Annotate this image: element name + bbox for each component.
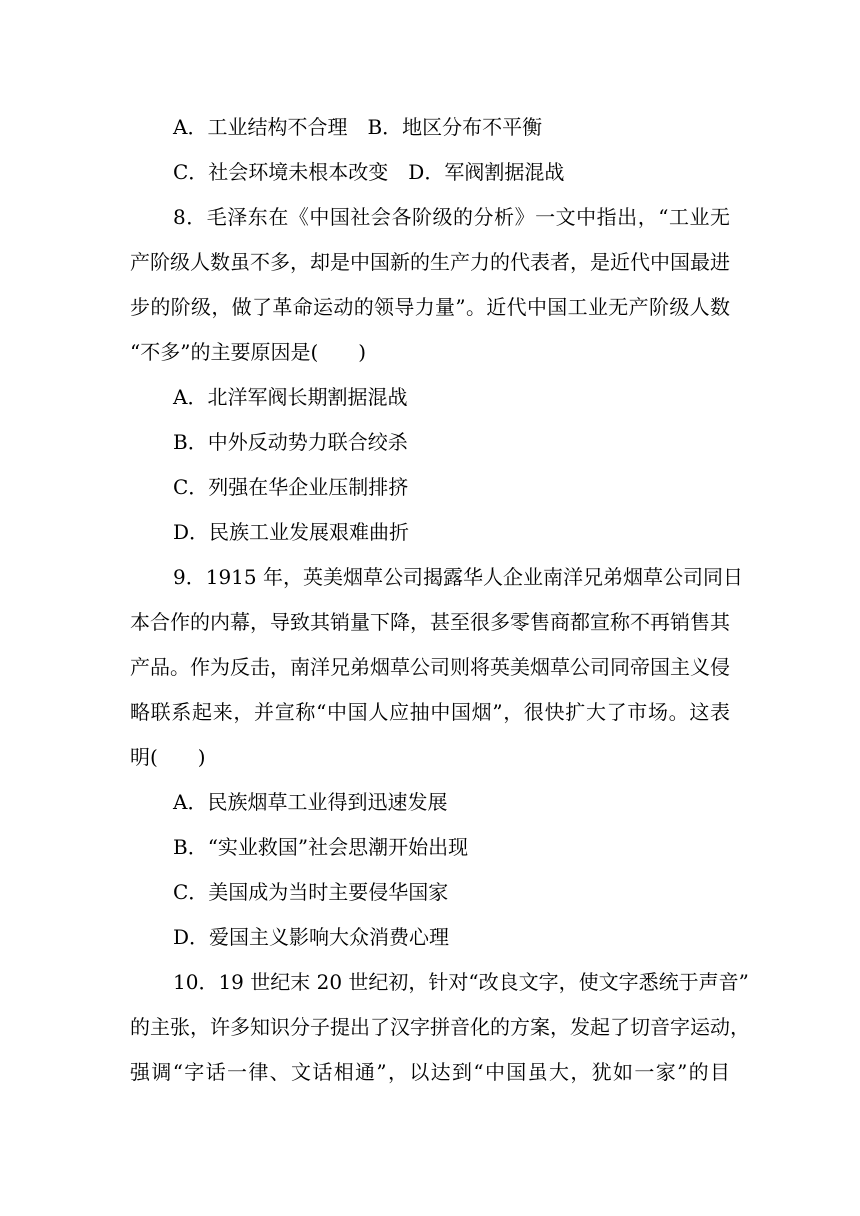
q9-stem-line-4: 略联系起来，并宣称“中国人应抽中国烟”，很快扩大了市场。这表 bbox=[130, 700, 730, 724]
q9-stem-line-2: 本合作的内幕，导致其销量下降，甚至很多零售商都宣称不再销售其 bbox=[130, 610, 730, 634]
q7-options-row-2: C．社会环境未根本改变 D．军阀割据混战 bbox=[173, 160, 565, 184]
q8-option-c: C．列强在华企业压制排挤 bbox=[173, 475, 409, 499]
q9-option-d: D．爱国主义影响大众消费心理 bbox=[173, 925, 450, 949]
q8-option-d: D．民族工业发展艰难曲折 bbox=[173, 520, 410, 544]
q10-stem-line-2: 的主张，许多知识分子提出了汉字拼音化的方案，发起了切音字运动， bbox=[130, 1015, 750, 1039]
q9-option-b: B．“实业救国”社会思潮开始出现 bbox=[173, 835, 469, 859]
q8-stem-line-2: 产阶级人数虽不多，却是中国新的生产力的代表者，是近代中国最进 bbox=[130, 250, 730, 274]
q9-option-c: C．美国成为当时主要侵华国家 bbox=[173, 880, 449, 904]
q8-option-a: A．北洋军阀长期割据混战 bbox=[173, 385, 408, 409]
q10-stem-line-3: 强调“字话一律、文话相通”，以达到“中国虽大，犹如一家”的目 bbox=[130, 1060, 730, 1084]
q8-stem-line-4: “不多”的主要原因是( ) bbox=[130, 340, 367, 364]
q9-stem-line-3: 产品。作为反击，南洋兄弟烟草公司则将英美烟草公司同帝国主义侵 bbox=[130, 655, 730, 679]
q9-option-a: A．民族烟草工业得到迅速发展 bbox=[173, 790, 448, 814]
q9-stem-line-1: 9．1915 年，英美烟草公司揭露华人企业南洋兄弟烟草公司同日 bbox=[173, 565, 743, 589]
q9-stem-line-5: 明( ) bbox=[130, 745, 206, 769]
q8-stem-line-1: 8．毛泽东在《中国社会各阶级的分析》一文中指出，“工业无 bbox=[173, 205, 730, 229]
q8-option-b: B．中外反动势力联合绞杀 bbox=[173, 430, 408, 454]
q7-options-row-1: A．工业结构不合理 B．地区分布不平衡 bbox=[173, 115, 543, 139]
q10-stem-line-1: 10．19 世纪末 20 世纪初，针对“改良文字，使文字悉统于声音” bbox=[173, 970, 749, 994]
q8-stem-line-3: 步的阶级，做了革命运动的领导力量”。近代中国工业无产阶级人数 bbox=[130, 295, 730, 319]
